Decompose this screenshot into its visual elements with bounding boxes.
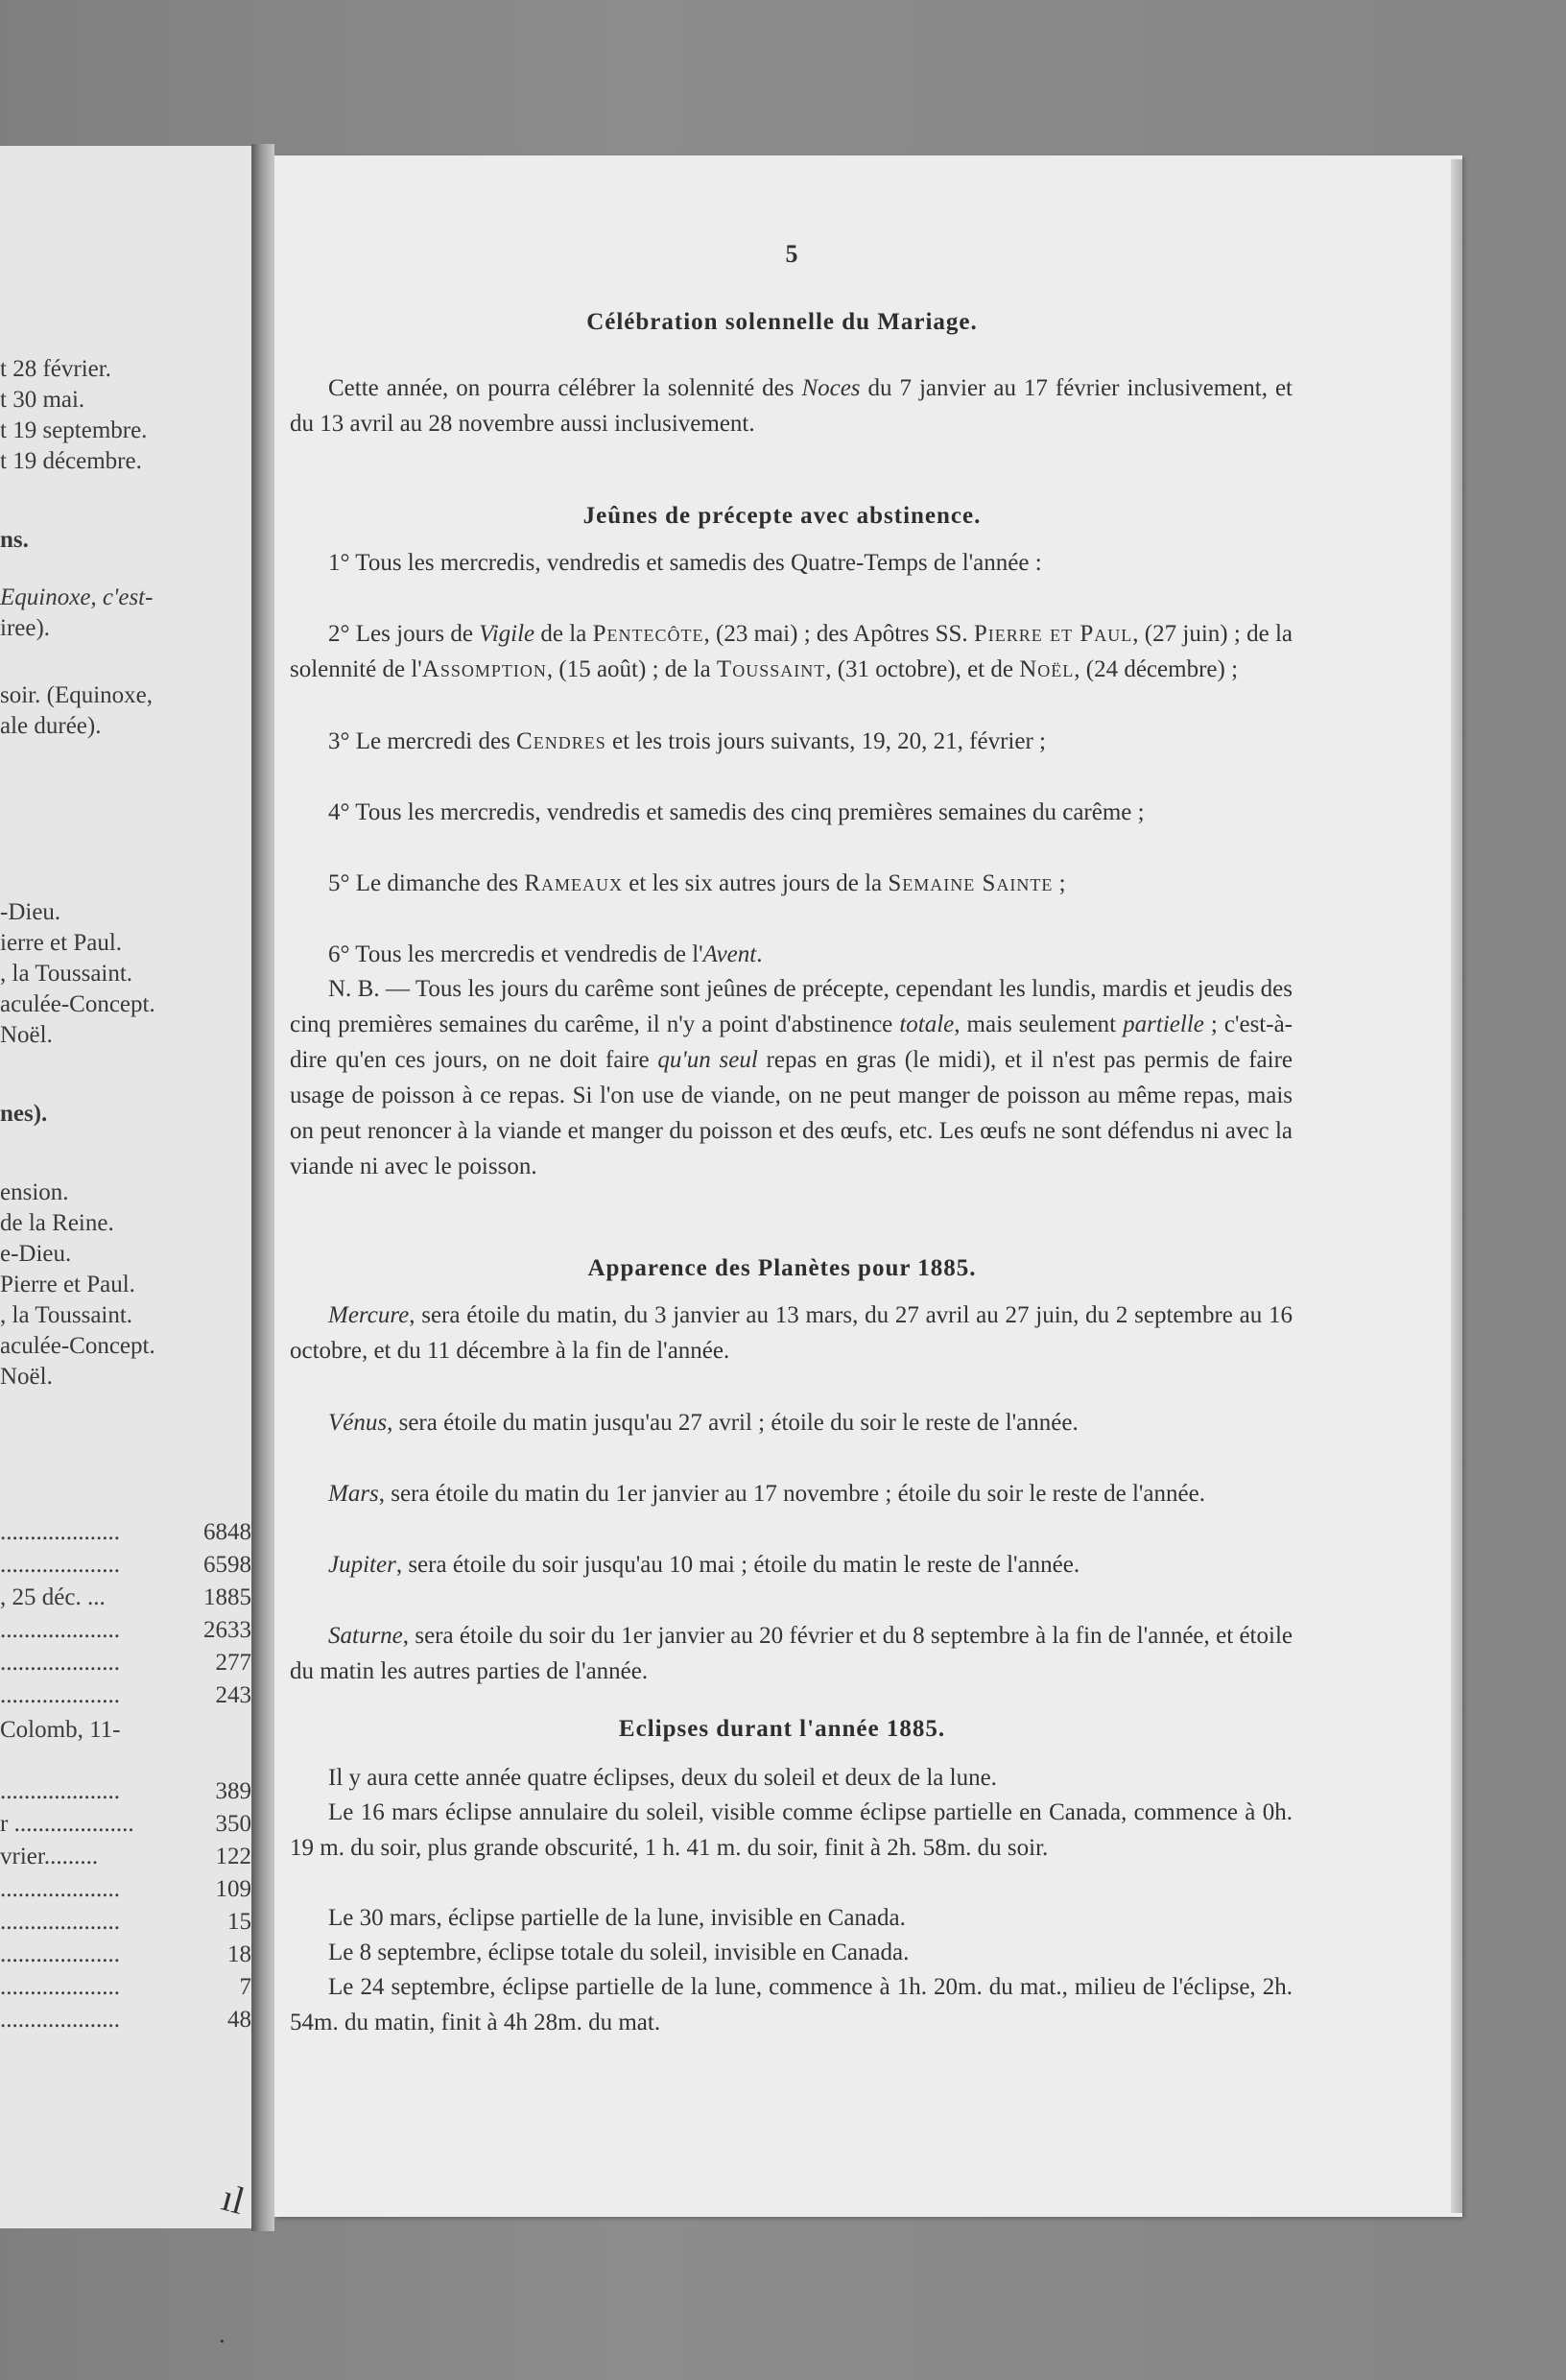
jeunes-item-1	[290, 545, 1293, 581]
section-title-mariage: Célébration solennelle du Mariage.	[586, 309, 978, 335]
page-edge	[1451, 159, 1462, 2213]
text: et les trois jours suivants, 19, 20, 21, février ;	[605, 728, 1046, 754]
table-row-label: ....................	[0, 1650, 120, 1676]
planete-jupiter	[290, 1547, 1293, 1583]
text: , (15 août) ; de la	[546, 656, 717, 682]
text: Cette année, on pourra célébrer la solennité des	[328, 375, 802, 401]
text: , sera étoile du matin du 1er janvier au 17 novembre ; étoile du soir le reste de l'année.	[378, 1481, 1205, 1507]
table-row-label: ....................	[0, 1876, 120, 1902]
left-line: ns.	[0, 527, 29, 553]
jeunes-item-2	[290, 616, 1293, 687]
text: 1° Tous les mercredis, vendredis et samedis des Quatre-Temps de l'année :	[328, 550, 1042, 576]
table-row-value: 48	[227, 2007, 251, 2033]
section-title-planetes: Apparence des Planètes pour 1885.	[587, 1255, 977, 1281]
left-line: t 19 décembre.	[0, 448, 142, 474]
left-line: aculée-Concept.	[0, 991, 155, 1017]
planete-saturne	[290, 1618, 1293, 1689]
text: ;	[1053, 870, 1066, 896]
eclipse-line: Le 24 septembre, éclipse partielle de la lune, commence à 1h. 20m. du mat., milieu de l'éclipse, 2h. 54m. du matin, finit à 4h 28m. du mat.	[290, 1974, 1293, 2035]
section-title-eclipses: Eclipses durant l'année 1885.	[618, 1716, 946, 1742]
table-row-label: ....................	[0, 1519, 120, 1545]
planet-name: Jupiter	[328, 1552, 396, 1578]
left-page	[0, 146, 251, 2228]
eclipse-line: Le 30 mars, éclipse partielle de la lune, invisible en Canada.	[328, 1905, 906, 1931]
table-row-label: Colomb, 11-	[0, 1717, 121, 1743]
left-line: Noël.	[0, 1364, 53, 1390]
text: du 7 janvier au 17 février inclusivement, et du 13 avril au 28 novembre aussi inclusivement.	[290, 375, 1293, 437]
text-small-caps: Assomption	[421, 656, 547, 682]
eclipse-line: Le 16 mars éclipse annulaire du soleil, visible comme éclipse partielle en Canada, commence à 0h. 19 m. du soir, plus grande obscurité, 1 h. 41 m. du soir, finit à 2h. 58m. du soir.	[290, 1799, 1293, 1861]
text-small-caps: Toussaint	[716, 656, 826, 682]
table-row-value: 6848	[203, 1519, 251, 1545]
left-line: e-Dieu.	[0, 1241, 72, 1267]
text: 5° Le dimanche des	[328, 870, 525, 896]
text: , (23 mai) ; des Apôtres SS.	[703, 621, 974, 647]
text: , (31 octobre), et de	[825, 656, 1020, 682]
table-row-value: 350	[215, 1811, 251, 1837]
text-small-caps: Cendres	[516, 728, 606, 754]
planete-mars	[290, 1476, 1293, 1511]
table-row-label: ....................	[0, 2007, 120, 2033]
table-row-value: 18	[227, 1941, 251, 1967]
table-row-label: , 25 déc. ...	[0, 1584, 106, 1610]
text: de la	[534, 621, 593, 647]
planet-name: Vénus	[328, 1410, 388, 1436]
eclipse-line: Il y aura cette année quatre éclipses, deux du soleil et deux de la lune.	[328, 1765, 997, 1791]
table-row-label: ....................	[0, 1909, 120, 1935]
left-line: , la Toussaint.	[0, 961, 133, 987]
left-line: de la Reine.	[0, 1210, 114, 1236]
table-row-value: 243	[215, 1682, 251, 1708]
jeunes-item-5	[290, 866, 1293, 901]
page-number: 5	[785, 240, 798, 268]
paragraph-mariage	[290, 370, 1293, 441]
left-line: iree).	[0, 615, 51, 641]
planete-mercure	[290, 1297, 1293, 1368]
table-row-value: 389	[215, 1778, 251, 1804]
jeunes-item-6	[290, 937, 1293, 972]
text-italic: Vigile	[479, 621, 535, 647]
jeunes-item-3	[290, 724, 1293, 759]
text-italic: Avent	[702, 941, 757, 967]
text-italic: qu'un seul	[657, 1047, 758, 1073]
text-small-caps: Rameaux	[524, 870, 624, 896]
table-row-value: 109	[215, 1876, 251, 1902]
text: 3° Le mercredi des	[328, 728, 517, 754]
text: , sera étoile du soir du 1er janvier au 20 février et du 8 septembre à la fin de l'année, et étoile du matin les autres parties de l'année.	[290, 1623, 1293, 1684]
section-title-jeunes: Jeûnes de précepte avec abstinence.	[582, 503, 982, 529]
table-row-label: ....................	[0, 1617, 120, 1643]
text: , sera étoile du matin jusqu'au 27 avril ; étoile du soir le reste de l'année.	[387, 1410, 1079, 1436]
left-line: t 28 février.	[0, 356, 111, 382]
text: 6° Tous les mercredis et vendredis de l'	[328, 941, 703, 967]
text: et les six autres jours de la	[623, 870, 889, 896]
left-line: Noël.	[0, 1022, 53, 1048]
text: , (24 décembre) ;	[1074, 656, 1239, 682]
table-row-label: ....................	[0, 1974, 120, 2000]
text-small-caps: Semaine Sainte	[888, 870, 1054, 896]
table-row-value: 122	[215, 1844, 251, 1869]
text-small-caps: Noël	[1019, 656, 1075, 682]
scan-mark: ·	[218, 2327, 226, 2355]
left-line: t 19 septembre.	[0, 417, 148, 443]
text: , (27 juin) ; de la solennité de l'	[290, 621, 1293, 682]
jeunes-item-4	[290, 795, 1293, 830]
text: repas en gras (le midi), et il n'est pas permis de faire usage de poisson à ce repas. Si l'on use de viande, on ne peut manger de poisson au même repas, mais on peut renoncer à la viande et manger du poisson et des œufs, etc. Les œufs ne sont défendus ni avec la viande ni avec le poisson.	[290, 1047, 1293, 1179]
left-line: ierre et Paul.	[0, 930, 123, 956]
table-row-value: 1885	[203, 1584, 251, 1610]
planete-venus	[290, 1405, 1293, 1440]
text: , sera étoile du matin, du 3 janvier au 13 mars, du 27 avril au 27 juin, du 2 septembre au 16 octobre, et du 11 décembre à la fin de l'année.	[290, 1302, 1293, 1364]
table-row-label: ....................	[0, 1778, 120, 1804]
left-line: ale durée).	[0, 713, 102, 739]
scan-mark: ıl	[217, 2175, 249, 2224]
left-line: ension.	[0, 1179, 69, 1205]
table-row-label: ....................	[0, 1941, 120, 1967]
text-italic: totale	[899, 1012, 955, 1037]
jeunes-nb	[290, 971, 1293, 1184]
table-row-value: 7	[239, 1974, 251, 2000]
table-row-value: 277	[215, 1650, 251, 1676]
text: ; c'est-à-dire qu'en ces jours, on ne doit faire	[290, 1012, 1293, 1073]
text-italic: Noces	[801, 375, 861, 401]
table-row-label: vrier.........	[0, 1844, 99, 1869]
planet-name: Mercure	[328, 1302, 410, 1328]
table-row-label: r ....................	[0, 1811, 134, 1837]
planet-name: Saturne	[328, 1623, 403, 1649]
text: , mais seulement	[954, 1012, 1124, 1037]
table-row-value: 2633	[203, 1617, 251, 1643]
table-row-label: ....................	[0, 1552, 120, 1578]
text: 2° Les jours de	[328, 621, 480, 647]
left-line: Equinoxe, c'est-	[0, 584, 154, 610]
left-line: , la Toussaint.	[0, 1302, 133, 1328]
left-line: nes).	[0, 1101, 48, 1127]
book-gutter	[251, 144, 274, 2231]
left-line: soir. (Equinoxe,	[0, 682, 154, 708]
text: , sera étoile du soir jusqu'au 10 mai ; étoile du matin le reste de l'année.	[395, 1552, 1080, 1578]
text: .	[756, 941, 763, 967]
text-small-caps: Pierre et Paul	[973, 621, 1133, 647]
text: 4° Tous les mercredis, vendredis et samedis des cinq premières semaines du carême ;	[328, 799, 1145, 825]
table-row-label: ....................	[0, 1682, 120, 1708]
text-italic: partielle	[1123, 1012, 1204, 1037]
table-row-value: 15	[227, 1909, 251, 1935]
text: N. B. — Tous les jours du carême sont jeûnes de précepte, cependant les lundis, mardis et jeudis des cinq premières semaines du carême, il n'y a point d'abstinence	[290, 976, 1293, 1037]
planet-name: Mars	[328, 1481, 379, 1507]
eclipse-line: Le 8 septembre, éclipse totale du soleil, invisible en Canada.	[328, 1940, 910, 1965]
left-line: Pierre et Paul.	[0, 1272, 135, 1297]
left-line: aculée-Concept.	[0, 1333, 155, 1359]
table-row-value: 6598	[203, 1552, 251, 1578]
left-line: t 30 mai.	[0, 387, 85, 413]
text-small-caps: Pentecôte	[592, 621, 704, 647]
left-line: -Dieu.	[0, 899, 61, 925]
